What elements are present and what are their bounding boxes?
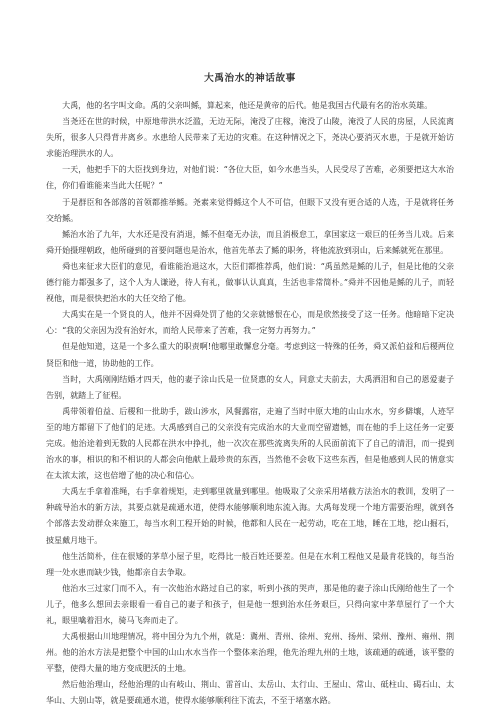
paragraph: 当时，大禹刚刚结婚才四天，他的妻子涂山氏是一位贤惠的女人，同意丈夫前去，大禹洒泪和自己的恩爱妻子告别，就踏上了征程。 <box>46 374 454 400</box>
paragraph: 禹带领着伯益、后稷和一批助手，跋山涉水，风餐露宿，走遍了当时中原大地的山山水水，穷乡僻壤，人迹罕至的地方都留下了他们的足迹。大禹感到自己的父亲没有完成治水的大业而空留遗憾，而在他的手上这任务一定要完成。他治途着到无数的人民都在洪水中挣扎，他一次次在那些流离失所的人民面前流下了自己的清泪，而一提到治水的事，相识的和不相识的人都会向他献上最珍贵的东西，当然他不会收下这些东西，但是他感到人民的情意实在太浓太浓，这也倍增了他的决心和信心。 <box>46 406 454 481</box>
paragraph: 但是他知道，这是一个多么重大的职责啊!他哪里敢懈怠分毫。考虑到这一特殊的任务，舜又派伯益和后稷两位贤臣和他一道，协助他的工作。 <box>46 342 454 368</box>
document-title: 大禹治水的神话故事 <box>204 73 296 84</box>
paragraph: 他治水三过家门而不入，有一次他治水路过自己的家，听到小孩的哭声，那是他的妻子涂山氏刚给他生了一个儿子，他多么想回去亲眼看一看自己的妻子和孩子，但是他一想到治水任务艰巨，只得向家中茅草屋行了一个大礼，眼里噙着泪水，骑马飞奔而走了。 <box>46 583 454 625</box>
paragraph: 大禹实在是一个贤良的人，他并不因舜处罚了他的父亲就憾恨在心，而是欣然接受了这一任务。他暗暗下定决心：“我的父亲因为没有治好水，而给人民带来了苦难，我一定努力再努力。” <box>46 310 454 336</box>
paragraph: 舜也来征求大臣们的意见，看谁能治退这水，大臣们都推荐禹，他们说：“禹虽然是鲧的儿子，但是比他的父亲德行能力都强多了，这个人为人谦逊，待人有礼，做事认认真真，生活也非常简朴。”舜并不因他是鲧的儿子，而轻视他，而是很快把治水的大任交给了他。 <box>46 261 454 304</box>
paragraph: 他生活简朴，住在很矮的茅草小屋子里，吃得比一般百姓还要差。但是在水利工程他又是最肯花钱的，每当治理一处水患而缺少钱，他都亲自去争取。 <box>46 551 454 577</box>
paragraph: 一天，他把手下的大臣找到身边，对他们说：“各位大臣，如今水患当头，人民受尽了苦难，必须要把这大水治住，你们看谁能来当此大任呢？” <box>46 165 454 191</box>
paragraph: 当尧还在世的时候，中原地带洪水泛滥，无边无际，淹没了庄稼，淹没了山陵，淹没了人民的房屋，人民流离失所，很多人只得背井离乡。水患给人民带来了无边的灾难。在这种情况之下，尧决心要消灭水患，于是就开始访求能治理洪水的人。 <box>46 117 454 159</box>
paragraph: 然后他治理山，经他治理的山有岐山、荆山、雷首山、太岳山、太行山、王屋山、常山、砥柱山、碣石山、太华山、大别山等，就是要疏通水道，使得水能够顺利往下流去，不至于堵塞水路。 <box>46 680 454 706</box>
document-body <box>46 98 454 710</box>
paragraph: 大禹根据山川地理情况，将中国分为九个州，就是：冀州、青州、徐州、兖州、扬州、梁州、豫州、雍州、荆州。他的治水方法是把整个中国的山山水水当作一个整体来治理，他先治理九州的土地，该疏通的疏通，该平整的平整，使得大量的地方变成肥沃的土地。 <box>46 632 454 674</box>
paragraph: 鲧治水治了九年，大水还是没有消退，鲧不但毫无办法，而且消极怠工，拿国家这一艰巨的任务当儿戏。后来舜开始摄理朝政，他所碰到的首要问题也是治水，他首先革去了鲧的职务，将他流放到羽山，后来鲧就死在那里。 <box>46 229 454 255</box>
paragraph: 于是群臣和各部落的首领都推举鲧。尧素来觉得鲧这个人不可信，但眼下又没有更合适的人选，于是就将任务交给鲧。 <box>46 197 454 223</box>
paragraph: 大禹，他的名字叫文命。禹的父亲叫鲧，算起来，他还是黄帝的后代。他是我国古代最有名的治水英雄。 <box>62 101 433 110</box>
paragraph: 大禹左手拿着准绳，右手拿着规矩，走到哪里就量到哪里。他吸取了父亲采用堵截方法治水的教训，发明了一种疏导治水的新方法，其要点就是疏通水道，使得水能够顺利地东流入海。大禹每发现一个地方需要治理，就到各个部落去发动群众来施工，每当水利工程开始的时候，他都和人民在一起劳动，吃在工地，睡在工地，挖山掘石，披星戴月地干。 <box>46 487 454 545</box>
